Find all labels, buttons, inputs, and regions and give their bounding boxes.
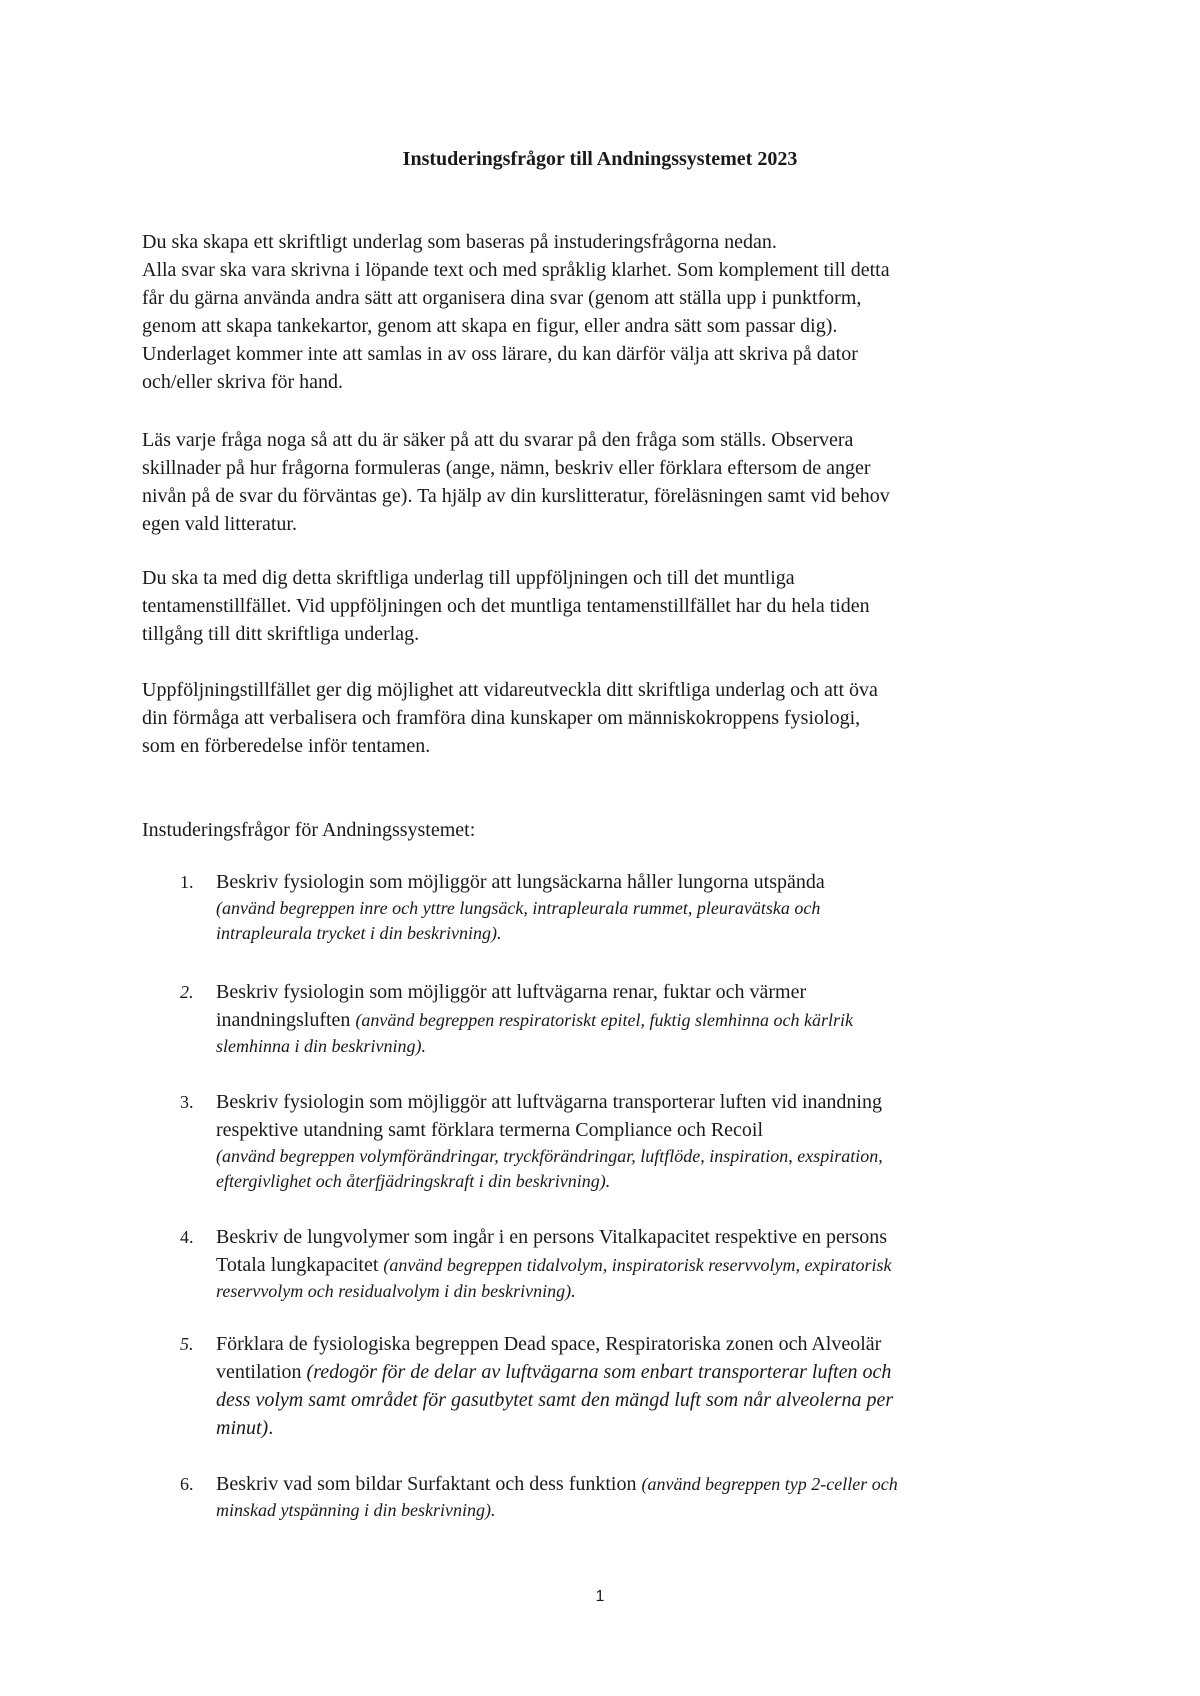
question-text <box>216 1223 1086 1304</box>
question-number: 3. <box>180 1092 194 1112</box>
question-text <box>216 1088 1086 1194</box>
text-line: Läs varje fråga noga så att du är säker på att du svarar på den fråga som ställs. Observera <box>142 429 854 451</box>
question-main: Beskriv fysiologin som möjliggör att luftvägarna transporterar luften vid inandning <box>216 1091 882 1113</box>
question-hint: (använd begreppen tidalvolym, inspiratorisk reservvolym, expiratorisk <box>383 1255 892 1275</box>
question-hint: intrapleurala trycket i din beskrivning). <box>216 923 502 943</box>
question-number: 4. <box>180 1227 194 1247</box>
text-line: egen vald litteratur. <box>142 513 297 535</box>
question-number: 1. <box>180 872 194 892</box>
text-line: Du ska skapa ett skriftligt underlag som baseras på instuderingsfrågorna nedan. <box>142 231 777 253</box>
question-hint: (redogör för de delar av luftvägarna som enbart transporterar luften och <box>306 1361 892 1383</box>
question-hint: (använd begreppen typ 2-celler och <box>641 1474 898 1494</box>
question-main: Beskriv fysiologin som möjliggör att lungsäckarna håller lungorna utspända <box>216 871 825 893</box>
question-main: Beskriv de lungvolymer som ingår i en persons Vitalkapacitet respektive en persons <box>216 1226 888 1248</box>
intro-paragraph-2 <box>142 426 1062 538</box>
text-line: Underlaget kommer inte att samlas in av oss lärare, du kan därför välja att skriva på dator <box>142 343 858 365</box>
page-number: 1 <box>595 1588 605 1605</box>
text-line: skillnader på hur frågorna formuleras (ange, nämn, beskriv eller förklara eftersom de anger <box>142 457 871 479</box>
question-hint: (använd begreppen inre och yttre lungsäck, intrapleurala rummet, pleuravätska och <box>216 898 821 918</box>
text-line: som en förberedelse inför tentamen. <box>142 735 431 757</box>
question-text <box>216 1470 1086 1523</box>
text-line: Uppföljningstillfället ger dig möjlighet att vidareutveckla ditt skriftliga underlag och att öva <box>142 679 878 701</box>
text-line: din förmåga att verbalisera och framföra dina kunskaper om människokroppens fysiologi, <box>142 707 861 729</box>
question-number: 2. <box>180 982 194 1002</box>
questions-heading: Instuderingsfrågor för Andningssystemet: <box>142 819 476 841</box>
document-title: Instuderingsfrågor till Andningssystemet 2023 <box>402 148 798 170</box>
text-line: Alla svar ska vara skrivna i löpande text och med språklig klarhet. Som komplement till detta <box>142 259 890 281</box>
question-hint: (använd begreppen volymförändringar, tryckförändringar, luftflöde, inspiration, exspiration, <box>216 1146 883 1166</box>
question-hint: eftergivlighet och återfjädringskraft i din beskrivning). <box>216 1171 611 1191</box>
text-line: tentamenstillfället. Vid uppföljningen och det muntliga tentamenstillfället har du hela tiden <box>142 595 870 617</box>
question-text <box>216 1330 1086 1442</box>
question-text <box>216 978 1086 1059</box>
question-hint: reservvolym och residualvolym i din beskrivning). <box>216 1281 576 1301</box>
question-main: Förklara de fysiologiska begreppen Dead space, Respiratoriska zonen och Alveolär <box>216 1333 882 1355</box>
intro-paragraph-4 <box>142 676 1062 760</box>
question-text <box>216 868 1086 946</box>
text-line: genom att skapa tankekartor, genom att skapa en figur, eller andra sätt som passar dig). <box>142 315 838 337</box>
question-main: ventilation <box>216 1361 307 1383</box>
question-hint: minskad ytspänning i din beskrivning). <box>216 1500 496 1520</box>
question-main: Beskriv fysiologin som möjliggör att luftvägarna renar, fuktar och värmer <box>216 981 807 1003</box>
question-tail: . <box>268 1417 274 1439</box>
question-hint: dess volym samt området för gasutbytet samt den mängd luft som når alveolerna per <box>216 1389 894 1411</box>
text-line: får du gärna använda andra sätt att organisera dina svar (genom att ställa upp i punktform, <box>142 287 862 309</box>
question-main: respektive utandning samt förklara termerna Compliance och Recoil <box>216 1119 764 1141</box>
intro-paragraph-3 <box>142 564 1062 648</box>
question-number: 5. <box>180 1334 194 1354</box>
question-main: Beskriv vad som bildar Surfaktant och dess funktion <box>216 1473 642 1495</box>
text-line: och/eller skriva för hand. <box>142 371 344 393</box>
question-hint: slemhinna i din beskrivning). <box>216 1036 426 1056</box>
question-main: Totala lungkapacitet <box>216 1254 384 1276</box>
text-line: Du ska ta med dig detta skriftliga underlag till uppföljningen och till det muntliga <box>142 567 795 589</box>
question-number: 6. <box>180 1474 194 1494</box>
question-hint: minut) <box>216 1417 269 1439</box>
text-line: nivån på de svar du förväntas ge). Ta hjälp av din kurslitteratur, föreläsningen samt vid behov <box>142 485 890 507</box>
text-line: tillgång till ditt skriftliga underlag. <box>142 623 420 645</box>
intro-paragraph-1 <box>142 228 1062 396</box>
question-hint: (använd begreppen respiratoriskt epitel, fuktig slemhinna och kärlrik <box>355 1010 854 1030</box>
question-main: inandningsluften <box>216 1009 356 1031</box>
